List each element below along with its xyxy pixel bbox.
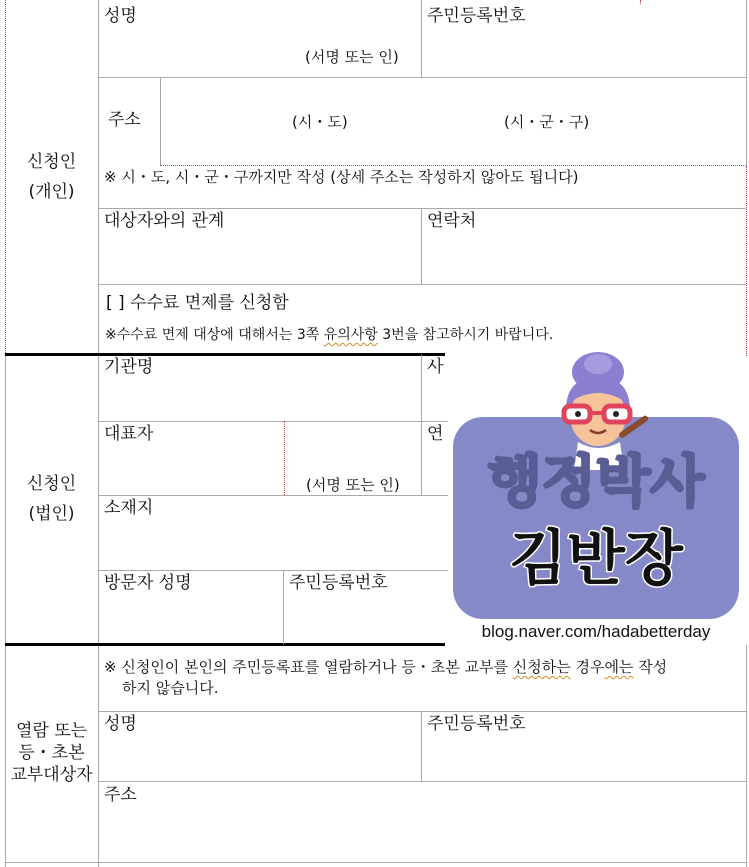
watermark-url: blog.naver.com/hadabetterday bbox=[481, 622, 711, 641]
section-label-target-3: 교부대상자 bbox=[10, 765, 93, 785]
target-rrn-label: 주민등록번호 bbox=[427, 714, 526, 734]
watermark-subtitle: 김반장 bbox=[509, 524, 683, 594]
address-field[interactable] bbox=[161, 78, 745, 164]
target-name-label: 성명 bbox=[104, 714, 137, 734]
representative-label: 대표자 bbox=[104, 424, 154, 444]
section-sublabel-corporate: (법인) bbox=[28, 504, 75, 524]
target-name-field[interactable] bbox=[99, 712, 420, 780]
visitor-name-label: 방문자 성명 bbox=[104, 573, 192, 593]
section-label-target-2: 등・초본 bbox=[18, 743, 85, 763]
section-sublabel-individual: (개인) bbox=[28, 182, 75, 202]
location-label: 소재지 bbox=[104, 498, 154, 518]
org-name-field[interactable] bbox=[99, 356, 420, 420]
address-sido: (시・도) bbox=[292, 113, 348, 131]
watermark-title: 행정박사 bbox=[487, 450, 705, 515]
visitor-name-field[interactable] bbox=[99, 571, 282, 642]
location-field[interactable] bbox=[99, 496, 449, 569]
name-label: 성명 bbox=[104, 6, 137, 26]
section-label-target-1: 열람 또는 bbox=[15, 721, 88, 741]
relation-label: 대상자와의 관계 bbox=[104, 211, 225, 231]
corporate-contact-label: 연 bbox=[427, 424, 444, 444]
target-rrn-field[interactable] bbox=[422, 712, 745, 780]
sign-note: (서명 또는 인) bbox=[305, 48, 399, 66]
section-label-individual: 신청인 bbox=[26, 152, 77, 172]
rrn-field[interactable] bbox=[422, 1, 745, 76]
address-label: 주소 bbox=[108, 110, 141, 130]
outer-left-border bbox=[5, 0, 6, 355]
relation-field[interactable] bbox=[99, 209, 420, 283]
org-name-label: 기관명 bbox=[104, 357, 154, 377]
visitor-rrn-field[interactable] bbox=[284, 571, 449, 642]
corporate-sign-note: (서명 또는 인) bbox=[306, 476, 400, 494]
fee-exemption-checkbox[interactable]: [ ] 수수료 면제를 신청함 bbox=[106, 293, 289, 313]
contact-field[interactable] bbox=[422, 209, 745, 283]
address-sigungu: (시・군・구) bbox=[504, 113, 590, 131]
target-address-label: 주소 bbox=[104, 785, 137, 805]
section-label-corporate: 신청인 bbox=[26, 474, 77, 494]
target-note-line2: 하지 않습니다. bbox=[122, 679, 219, 697]
fee-note: ※수수료 면제 대상에 대해서는 3쪽 유의사항 3번을 참고하시기 바랍니다. bbox=[105, 327, 554, 343]
visitor-rrn-label: 주민등록번호 bbox=[289, 573, 388, 593]
target-note-line1: ※ 신청인이 본인의 주민등록표를 열람하거나 등・초본 교부를 신청하는 경우에는 작성 bbox=[104, 658, 668, 676]
section-divider-2 bbox=[5, 643, 445, 646]
address-note: ※ 시・도, 시・군・구까지만 작성 (상세 주소는 작성하지 않아도 됩니다) bbox=[104, 168, 579, 186]
target-address-field[interactable] bbox=[99, 782, 745, 861]
rrn-label: 주민등록번호 bbox=[427, 6, 526, 26]
biz-number-label: 사 bbox=[427, 357, 444, 377]
contact-label: 연락처 bbox=[427, 211, 477, 231]
